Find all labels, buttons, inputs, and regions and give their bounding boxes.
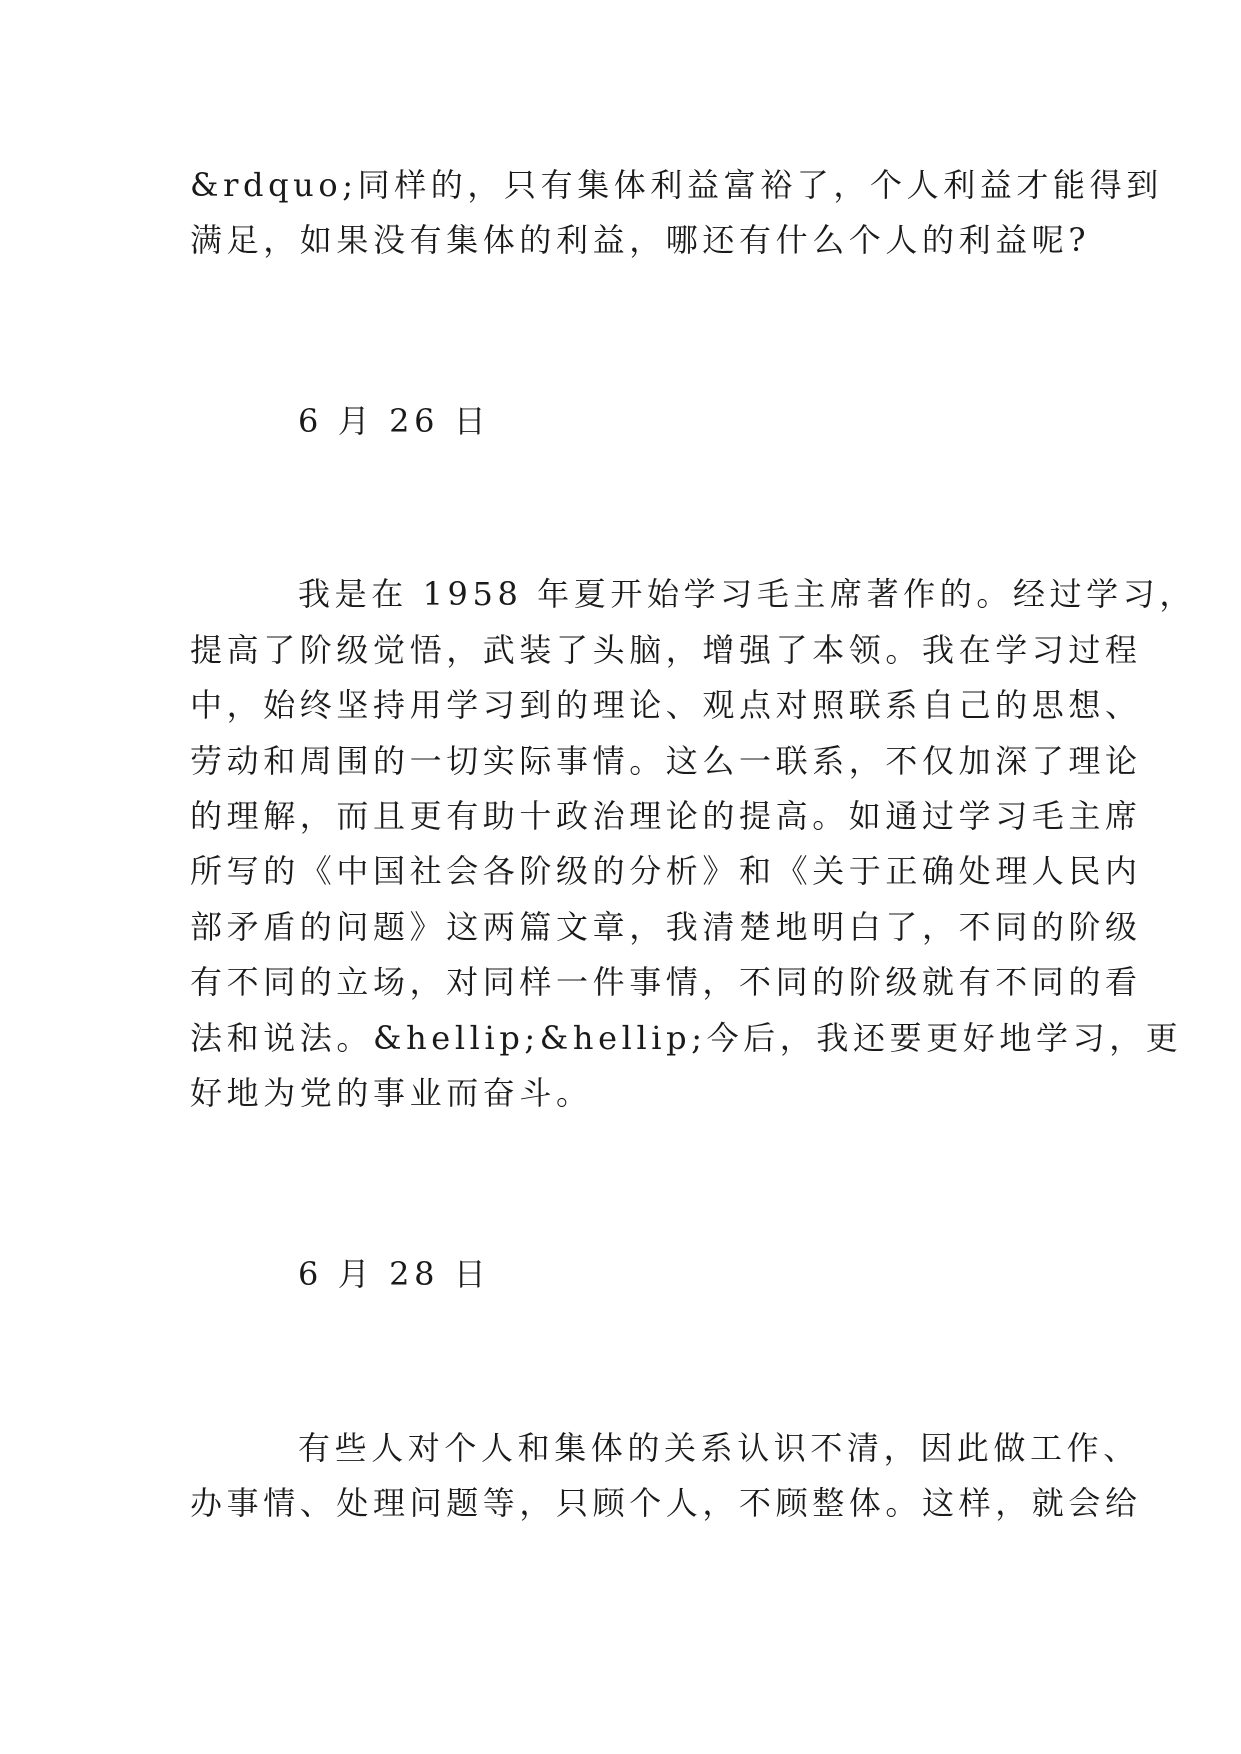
text-line: 劳动和周围的一切实际事情。这么一联系，不仅加深了理论	[190, 742, 1142, 780]
text-line: &rdquo;同样的，只有集体利益富裕了，个人利益才能得到	[190, 166, 1163, 204]
text-line: 有不同的立场，对同样一件事情，不同的阶级就有不同的看	[190, 963, 1142, 1001]
text-line: 满足，如果没有集体的利益，哪还有什么个人的利益呢?	[190, 221, 1091, 259]
date-heading: 6 月 28 日	[298, 1255, 491, 1293]
text-line: 好地为党的事业而奋斗。	[190, 1074, 593, 1112]
text-line: 的理解，而且更有助十政治理论的提高。如通过学习毛主席	[190, 797, 1142, 835]
text-line: 有些人对个人和集体的关系认识不清，因此做工作、	[298, 1429, 1140, 1467]
text-line: 中，始终坚持用学习到的理论、观点对照联系自己的思想、	[190, 686, 1142, 724]
text-line: 我是在 1958 年夏开始学习毛主席著作的。经过学习，	[298, 575, 1196, 613]
text-line: 提高了阶级觉悟，武装了头脑，增强了本领。我在学习过程	[190, 631, 1142, 669]
text-line: 部矛盾的问题》这两篇文章，我清楚地明白了，不同的阶级	[190, 908, 1142, 946]
text-line: 法和说法。&hellip;&hellip;今后，我还要更好地学习，更	[190, 1019, 1183, 1057]
text-line: 办事情、处理问题等，只顾个人，不顾整体。这样，就会给	[190, 1484, 1142, 1522]
text-line: 所写的《中国社会各阶级的分析》和《关于正确处理人民内	[190, 852, 1142, 890]
date-heading: 6 月 26 日	[298, 402, 491, 440]
